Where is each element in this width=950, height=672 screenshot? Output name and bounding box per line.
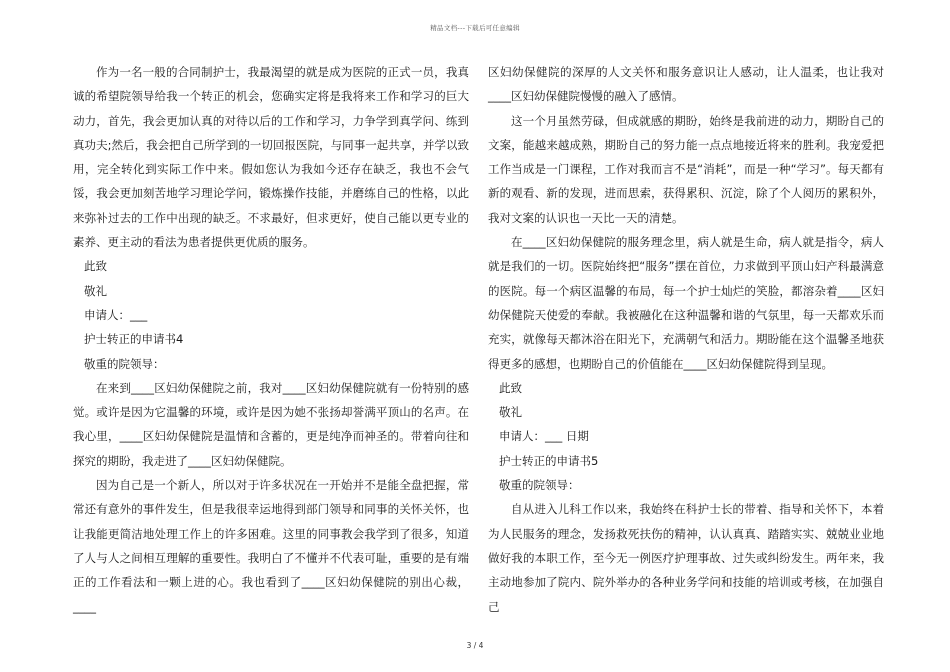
page-header: 精品文档---下载后可任意编辑 — [430, 24, 520, 32]
applicant-line: 申请人：___ — [84, 307, 148, 322]
applicant-line: 申请人：___ 日期 — [499, 429, 589, 444]
paragraph: 区妇幼保健院的深厚的人文关怀和服务意识让人感动，让人温柔，也让我对____区妇幼保健院慢慢的融入了感情。 — [488, 65, 884, 104]
salutation: 敬重的院领导： — [499, 478, 580, 493]
section-title: 护士转正的申请书5 — [499, 453, 599, 468]
paragraph: 自从进入儿科工作以来，我始终在科护士长的带着、指导和关怀下，本着为人民服务的理念，发扬救死扶伤的精神，认认真真、踏踏实实、兢兢业业地做好我的本职工作，至今无一例医疗护理事故、过失或纠纷发生。两年来，我主动地参加了院内、院外举办的各种业务学问和技能的培训或考核，在加强自己 — [488, 502, 884, 614]
paragraph: 在来到____区妇幼保健院之前，我对____区妇幼保健院就有一份特别的感觉。或许是因为它温馨的环境，或许是因为她不张扬却誉满平顶山的名声。在我心里，____区妇幼保健院是温情和含蓄的，更是纯净而神圣的。带着向往和探究的期盼，我走进了____区妇幼保健院。 — [73, 380, 469, 468]
salutation: 敬重的院领导： — [84, 356, 165, 371]
closing-jingli: 敬礼 — [84, 283, 107, 298]
left-column — [73, 60, 469, 619]
section-title: 护士转正的申请书4 — [84, 332, 184, 347]
paragraph: 这一个月虽然劳碌，但成就感的期盼，始终是我前进的动力，期盼自己的文案，能越来越成熟，期盼自己的努力能一点点地接近将来的胜利。我宠爱把工作当成是一门课程，工作对我而言不是“消耗”，而是一种“学习”。每天都有新的观看、新的发现，进而思索，获得累积、沉淀，除了个人阅历的累积外，我对文案的认识也一天比一天的清楚。 — [488, 113, 884, 225]
closing-cizhi: 此致 — [499, 380, 522, 395]
closing-cizhi: 此致 — [84, 259, 107, 274]
closing-jingli: 敬礼 — [499, 405, 522, 420]
paragraph: 作为一名一般的合同制护士，我最渴望的就是成为医院的正式一员，我真诚的希望院领导给我一个转正的机会，您确实定将是我将来工作和学习的巨大动力，首先，我会更加认真的对待以后的工作和学习，力争学到真学问、练到真功夫;然后，我会把自己所学到的一切回报医院，与同事一起共享，并学以致用，完全转化到实际工作中来。假如您认为我如今还存在缺乏，我也不会气馁，我会更加刻苦地学习理论学问，锻炼操作技能，并磨练自己的性格，以此来弥补过去的工作中出现的缺乏。不求最好，但求更好，使自己能以更专业的素养、更主动的看法为患者提供更优质的服务。 — [73, 65, 469, 250]
page-number: 3 / 4 — [466, 641, 484, 650]
right-column — [488, 60, 884, 619]
paragraph: 在____区妇幼保健院的服务理念里，病人就是生命，病人就是指令，病人就是我们的一切。医院始终把“服务”摆在首位，力求做到平顶山妇产科最满意的医院。每一个病区温馨的布局，每一个护士灿烂的笑脸，都溶杂着____区妇幼保健院天使爱的奉献。我被融化在这种温馨和谐的气氛里，每一天都欢乐而充实，就像每天都沐浴在阳光下，充满朝气和活力。期盼能在这个温馨圣地获得更多的感想，也期盼自己的价值能在____区妇幼保健院得到呈现。 — [488, 235, 884, 371]
paragraph: 因为自己是一个新人，所以对于许多状况在一开始并不是能全盘把握，常常还有意外的事件发生，但是我很幸运地得到部门领导和同事的关怀关怀，也让我能更简洁地处理工作上的许多困难。这里的同事教会我学到了很多，知道了人与人之间相互理解的重要性。我明白了不懂并不代表可耻，重要的是有端正的工作看法和一颗上进的心。我也看到了____区妇幼保健院的别出心裁，____ — [73, 478, 469, 614]
